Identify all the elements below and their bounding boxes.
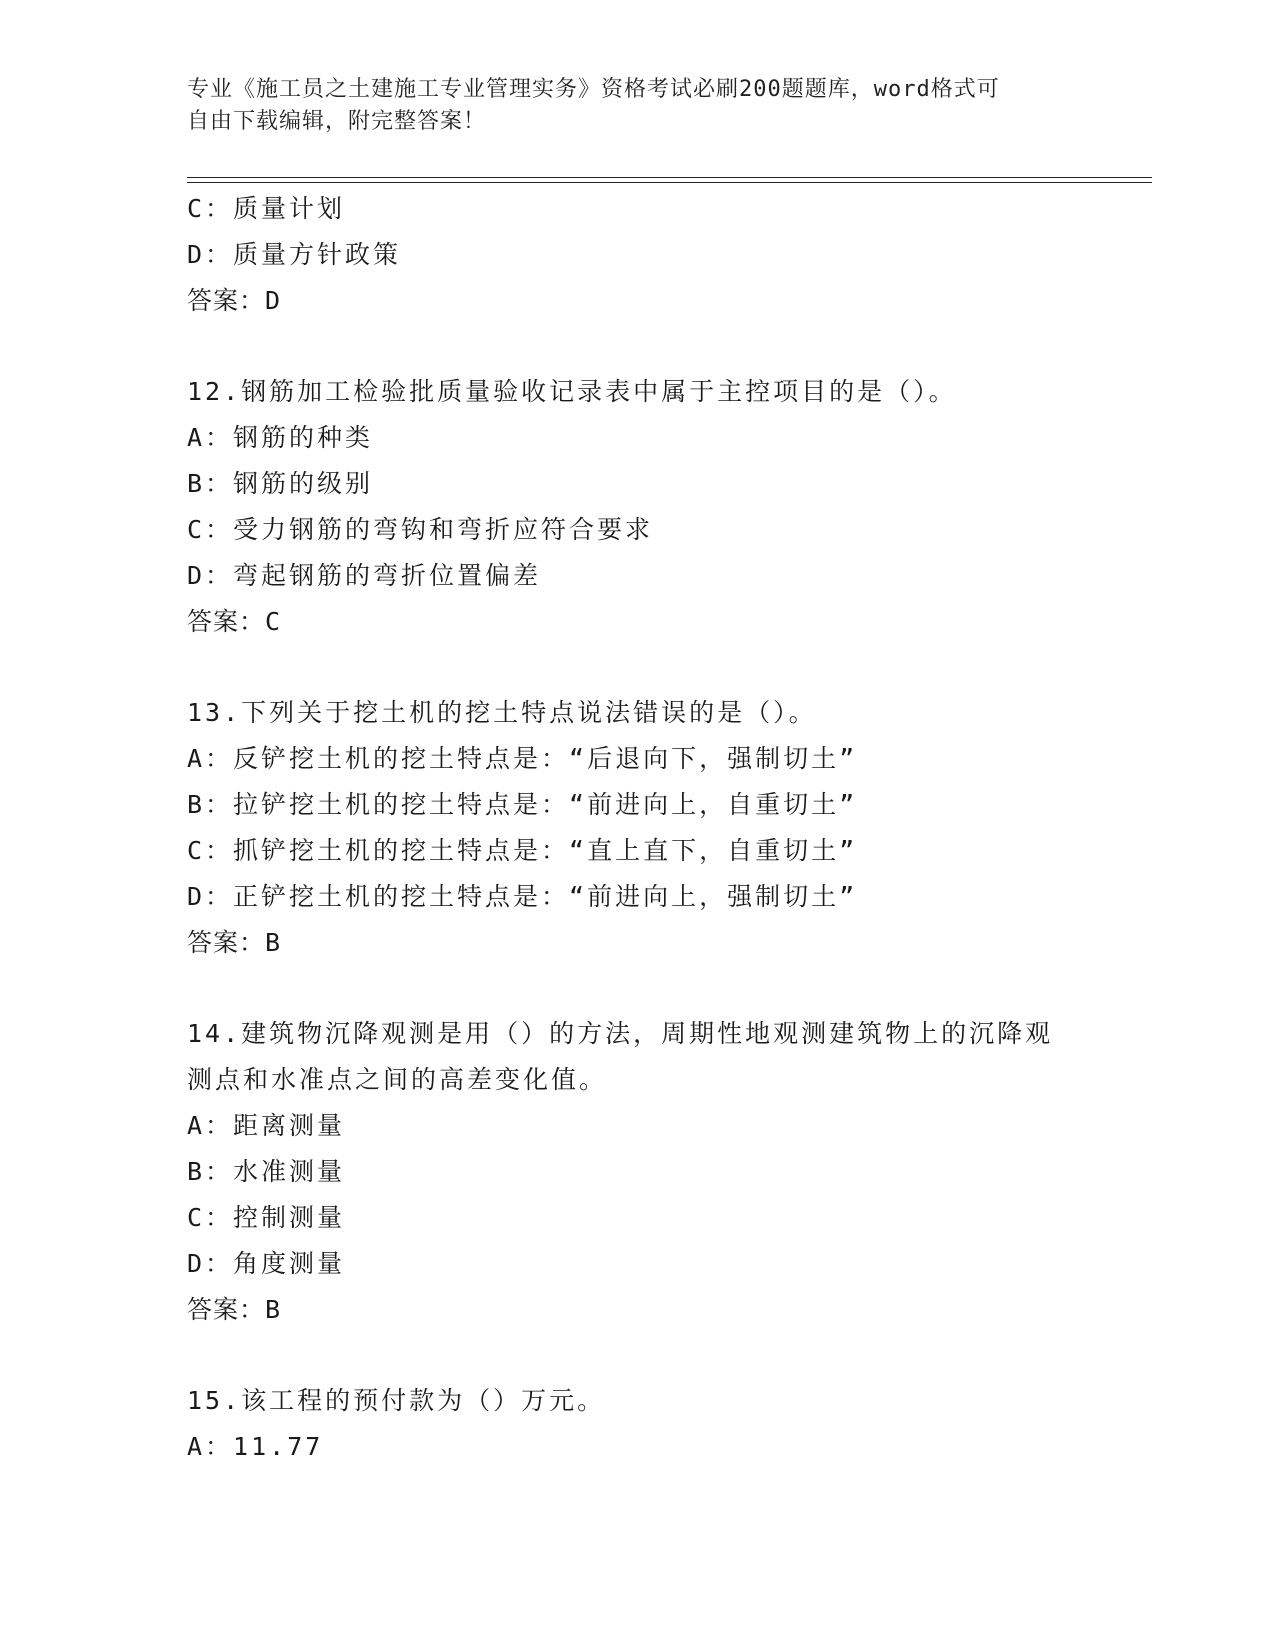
question-stem-line-2: 测点和水准点之间的高差变化值。 bbox=[187, 1065, 608, 1094]
document-header bbox=[187, 74, 1087, 138]
option-a: A：11.77 bbox=[187, 1432, 324, 1461]
option-d: D：角度测量 bbox=[187, 1249, 346, 1278]
option-b: B：水准测量 bbox=[187, 1157, 346, 1186]
answer: 答案：B bbox=[187, 1295, 282, 1324]
question-14 bbox=[187, 1011, 1147, 1333]
option-a: A：钢筋的种类 bbox=[187, 423, 374, 452]
answer: 答案：C bbox=[187, 607, 282, 636]
question-13 bbox=[187, 690, 1147, 966]
option-a: A：距离测量 bbox=[187, 1111, 346, 1140]
option-d: D：正铲挖土机的挖土特点是：“前进向上，强制切土” bbox=[187, 882, 858, 911]
option-d: D：弯起钢筋的弯折位置偏差 bbox=[187, 561, 542, 590]
option-c: C：控制测量 bbox=[187, 1203, 346, 1232]
question-stem-line-1: 14.建筑物沉降观测是用（）的方法，周期性地观测建筑物上的沉降观 bbox=[187, 1019, 1054, 1048]
spacer bbox=[187, 324, 1147, 369]
option-b: B：钢筋的级别 bbox=[187, 469, 374, 498]
question-stem: 12.钢筋加工检验批质量验收记录表中属于主控项目的是（）。 bbox=[187, 377, 957, 406]
spacer bbox=[187, 645, 1147, 690]
header-divider-bottom bbox=[187, 182, 1152, 183]
spacer bbox=[187, 1333, 1147, 1378]
question-15 bbox=[187, 1378, 1147, 1470]
question-stem: 13.下列关于挖土机的挖土特点说法错误的是（）。 bbox=[187, 698, 817, 727]
option-c: C：受力钢筋的弯钩和弯折应符合要求 bbox=[187, 515, 654, 544]
question-list bbox=[187, 186, 1147, 1470]
header-title-line-2: 自由下载编辑，附完整答案！ bbox=[187, 109, 487, 134]
question-stem: 15.该工程的预付款为（）万元。 bbox=[187, 1386, 606, 1415]
option-a: A：反铲挖土机的挖土特点是：“后退向下，强制切土” bbox=[187, 744, 858, 773]
option-c: C：抓铲挖土机的挖土特点是：“直上直下，自重切土” bbox=[187, 836, 858, 865]
question-11 bbox=[187, 186, 1147, 324]
header-divider-top bbox=[187, 177, 1152, 178]
header-title-line-1: 专业《施工员之土建施工专业管理实务》资格考试必刷200题题库，word格式可 bbox=[187, 77, 1000, 102]
spacer bbox=[187, 966, 1147, 1011]
answer: 答案：B bbox=[187, 928, 282, 957]
option-b: B：拉铲挖土机的挖土特点是：“前进向上，自重切土” bbox=[187, 790, 858, 819]
answer: 答案：D bbox=[187, 286, 282, 315]
question-12 bbox=[187, 369, 1147, 645]
option-d: D：质量方针政策 bbox=[187, 240, 402, 269]
option-c: C：质量计划 bbox=[187, 194, 346, 223]
